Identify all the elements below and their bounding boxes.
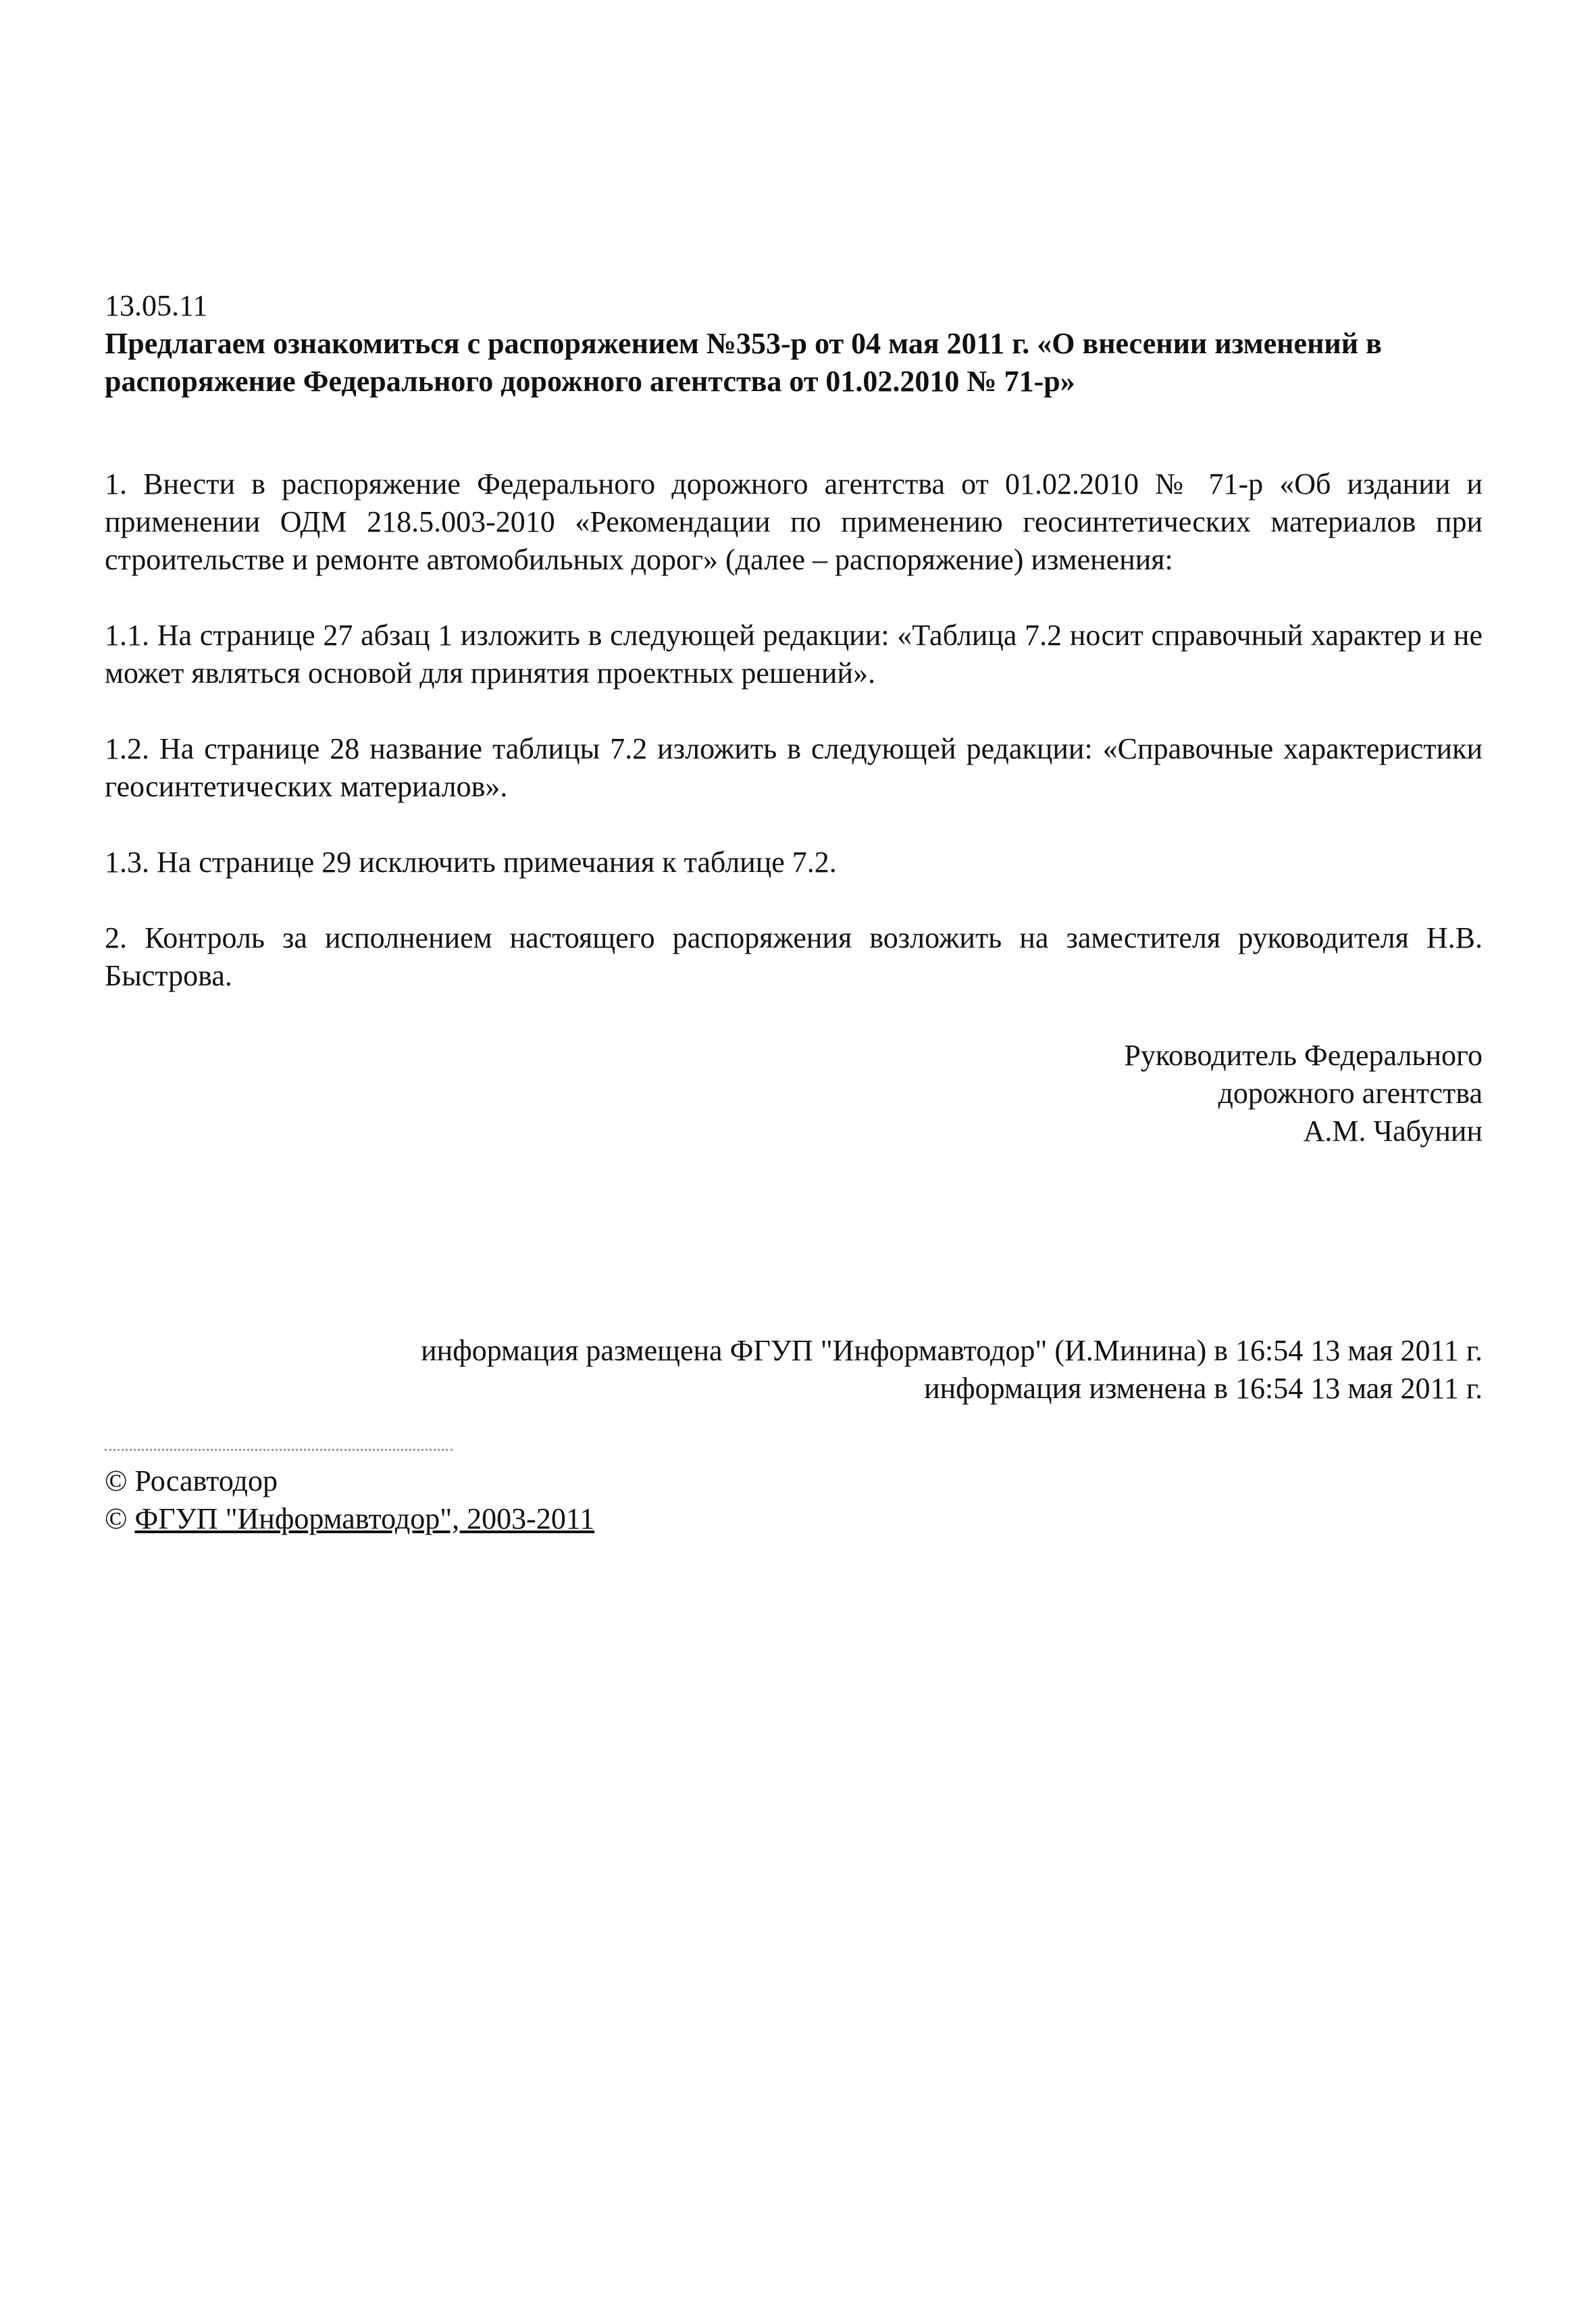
signature-name: А.М. Чабунин [1303,1114,1483,1148]
copyright-informavtodor [105,1500,594,1538]
copyright-symbol: © [105,1502,135,1535]
info-changed: информация изменена в 16:54 13 мая 2011 г. [924,1372,1483,1405]
document-date: 13.05.11 [105,289,208,322]
paragraph-1-1: 1.1. На странице 27 абзац 1 изложить в следующей редакции: «Таблица 7.2 носит справочный характер и не может являться основой для принятия проектных решений». [105,619,1483,690]
document-title: Предлагаем ознакомиться с распоряжением №353-р от 04 мая 2011 г. «О внесении изменений в распоряжение Федерального дорожного агентства от 01.02.2010 № 71-р» [105,327,1382,398]
signature-block [105,1037,1483,1150]
paragraph-2: 2. Контроль за исполнением настоящего распоряжения возложить на заместителя руководителя Н.В. Быстрова. [105,921,1483,992]
informavtodor-link[interactable]: ФГУП "Информавтодор", 2003-2011 [134,1502,595,1535]
footer-divider [105,1449,453,1451]
info-posted: информация размещена ФГУП "Информавтодор" (И.Минина) в 16:54 13 мая 2011 г. [421,1334,1483,1367]
footer [105,1462,594,1538]
signature-position-line-2: дорожного агентства [1218,1077,1483,1110]
paragraph-1-3: 1.3. На странице 29 исключить примечания к таблице 7.2. [105,846,837,879]
document-body [105,287,1483,1150]
signature-position-line-1: Руководитель Федерального [1124,1039,1483,1072]
paragraph-1: 1. Внести в распоряжение Федерального дорожного агентства от 01.02.2010 № 71-р «Об издании и применении ОДМ 218.5.003-2010 «Рекомендации по применению геосинтетических материалов при строительстве и ремонте автомобильных дорог» (далее – распоряжение) изменения: [105,467,1483,576]
publication-info [105,1332,1483,1408]
copyright-rosavtodor: © Росавтодор [105,1464,278,1497]
paragraph-1-2: 1.2. На странице 28 название таблицы 7.2 изложить в следующей редакции: «Справочные характеристики геосинтетических материалов». [105,732,1483,803]
